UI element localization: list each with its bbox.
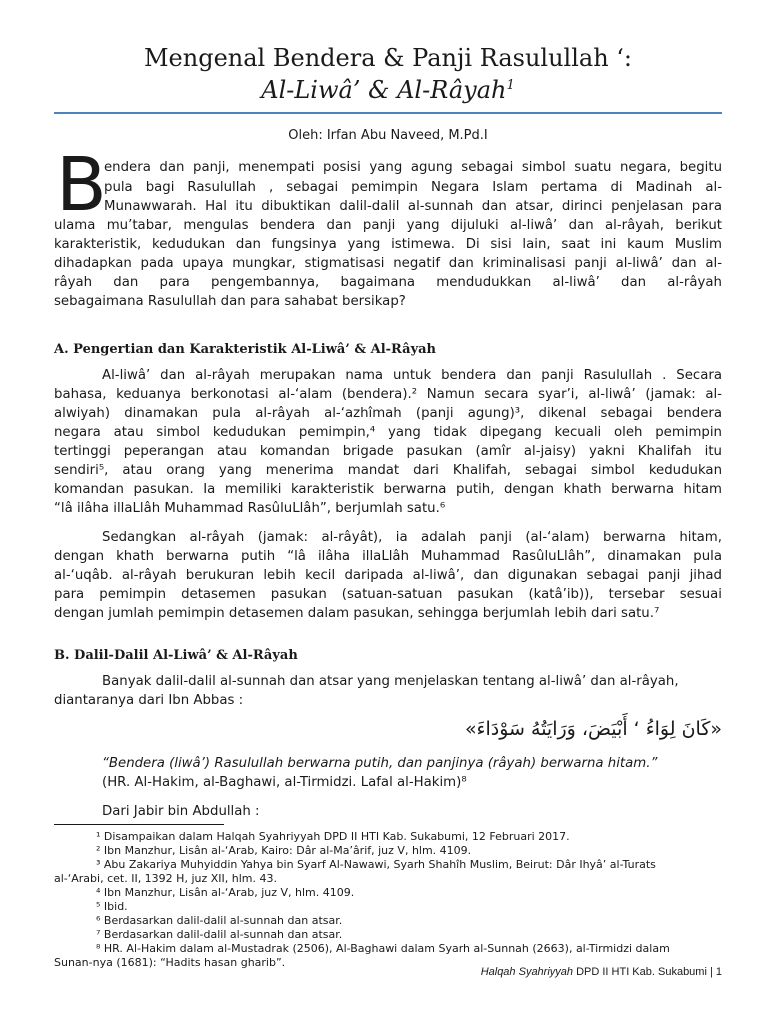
arabic-hadith: «كَانَ لِوَاءُ ‘ أَبْيَضَ، وَرَايَتُهُ سَوْدَاءَ» (464, 718, 722, 740)
intro-line: Munawwarah. Hal itu dibuktikan dalil-dalil al-sunnah dan atsar, dirinci penjelasan para (104, 199, 722, 214)
footnote: ² Ibn Manzhur, Lisân al-‘Arab, Kairo: Dâr al-Ma’ârif, juz V, hlm. 4109. (96, 844, 472, 857)
section-a-line: para pemimpin detasemen pasukan (satuan-satuan pasukan (katâ’ib)), tersebar sesuai (54, 587, 722, 602)
section-a-line: alwiyah) dinamakan pula al-râyah al-‘azhîmah (panji agung)³, dikenal sebagai bendera (54, 406, 722, 421)
page-footer (481, 966, 722, 978)
footnote: ¹ Disampaikan dalam Halqah Syahriyyah DPD II HTI Kab. Sukabumi, 12 Februari 2017. (96, 830, 570, 843)
intro-line: endera dan panji, menempati posisi yang agung sebagai simbol suatu negara, begitu (104, 160, 722, 175)
section-a-heading: A. Pengertian dan Karakteristik Al-Liwâ’ & Al-Râyah (54, 342, 436, 357)
footer-italic: Halqah Syahriyyah (480, 966, 574, 978)
subtitle-text: Al-Liwâ’ & Al-Râyah (261, 76, 507, 104)
title-rule (54, 112, 722, 114)
intro-line: pula bagi Rasulullah , sebagai pemimpin Negara Islam pertama di Madinah al- (104, 180, 722, 195)
section-a-line: komandan pasukan. Ia memiliki karakteristik berwarna putih, dengan khath berwarna hitam (54, 482, 722, 497)
section-a-line: Al-liwâ’ dan al-râyah merupakan nama untuk bendera dan panji Rasulullah . Secara (102, 368, 722, 383)
section-a-line: Sedangkan al-râyah (jamak: al-râyât), ia adalah panji (al-‘alam) berwarna hitam, (102, 530, 722, 545)
drop-cap: B (56, 142, 107, 228)
section-b-heading: B. Dalil-Dalil Al-Liwâ’ & Al-Râyah (54, 648, 298, 663)
footnote-ref: 1 (506, 78, 515, 93)
intro-line: râyah dan para pengembannya, bagaimana mendudukkan al-liwâ’ dan al-râyah (54, 275, 722, 290)
footnote: ⁷ Berdasarkan dalil-dalil al-sunnah dan atsar. (96, 928, 343, 941)
footnote: ⁵ Ibid. (96, 900, 128, 913)
section-a-line: “lâ ilâha illaLlâh Muhammad RasûluLlâh”, berjumlah satu.⁶ (54, 501, 446, 516)
section-a-line: negara atau simbol kedudukan pemimpin,⁴ yang tidak dipegang kecuali oleh pemimpin (54, 425, 722, 440)
section-a-line: dengan jumlah pemimpin detasemen dalam pasukan, sehingga berjumlah lebih dari satu.⁷ (54, 606, 660, 621)
footnote-divider (54, 824, 224, 825)
section-b-line: Banyak dalil-dalil al-sunnah dan atsar yang menjelaskan tentang al-liwâ’ dan al-râyah, (102, 674, 679, 689)
footnote: ⁸ HR. Al-Hakim dalam al-Mustadrak (2506), Al-Baghawi dalam Syarh al-Sunnah (2663), al-Tirmidzi dalam (96, 942, 670, 955)
intro-line: karakteristik, kedudukan dan fungsinya yang istimewa. Di sisi lain, saat ini kaum Muslim (54, 237, 722, 252)
section-a-line: dengan khath berwarna putih “lâ ilâha illaLlâh Muhammad RasûluLlâh”, dinamakan pula (54, 549, 722, 564)
section-a-line: bahasa, keduanya berkonotasi al-‘alam (bendera).² Namun secara syar’i, al-liwâ’ (jamak: al- (54, 387, 722, 402)
hadith-translation: “Bendera (liwâ’) Rasulullah berwarna putih, dan panjinya (râyah) berwarna hitam.” (102, 756, 658, 771)
hadith-citation: (HR. Al-Hakim, al-Baghawi, al-Tirmidzi. Lafal al-Hakim)⁸ (102, 775, 467, 790)
page-title: Mengenal Bendera & Panji Rasulullah ‘: (143, 44, 632, 72)
intro-line: dihadapkan pada upaya mungkar, stigmatisasi negatif dan kriminalisasi panji al-liwâ’ dan al- (54, 256, 722, 271)
section-a-line: al-‘uqâb. al-râyah berukuran lebih kecil daripada al-liwâ’, dan digunakan sebagai panji jihad (54, 568, 722, 583)
intro-line: ulama mu’tabar, mengulas bendera dan panji yang dijuluki al-liwâ’ dan al-râyah, berikut (54, 218, 722, 233)
page-subtitle (54, 76, 722, 104)
section-a-line: tertinggi peperangan atau komandan brigade pasukan (amîr al-jaisy) yakni Khalifah itu (54, 444, 722, 459)
footnote: al-‘Arabi, cet. II, 1392 H, juz XII, hlm. 43. (54, 872, 277, 885)
footnote: ⁴ Ibn Manzhur, Lisân al-‘Arab, juz V, hlm. 4109. (96, 886, 355, 899)
footnote: ⁶ Berdasarkan dalil-dalil al-sunnah dan atsar. (96, 914, 343, 927)
section-b-line: diantaranya dari Ibn Abbas : (54, 693, 244, 708)
section-a-line: sendiri⁵, atau orang yang menerima mandat dari Khalifah, sebagai simbol kedudukan (54, 463, 722, 478)
intro-line: sebagaimana Rasulullah dan para sahabat bersikap? (54, 294, 406, 309)
footnote: ³ Abu Zakariya Muhyiddin Yahya bin Syarf Al-Nawawi, Syarh Shahîh Muslim, Beirut: Dâr Ihyâ’ al-Turats (96, 858, 656, 871)
footer-text: DPD II HTI Kab. Sukabumi | 1 (573, 966, 722, 978)
section-b-line: Dari Jabir bin Abdullah : (102, 804, 260, 819)
author-byline: Oleh: Irfan Abu Naveed, M.Pd.I (288, 128, 488, 143)
footnote: Sunan-nya (1681): “Hadits hasan gharib”. (54, 956, 286, 969)
